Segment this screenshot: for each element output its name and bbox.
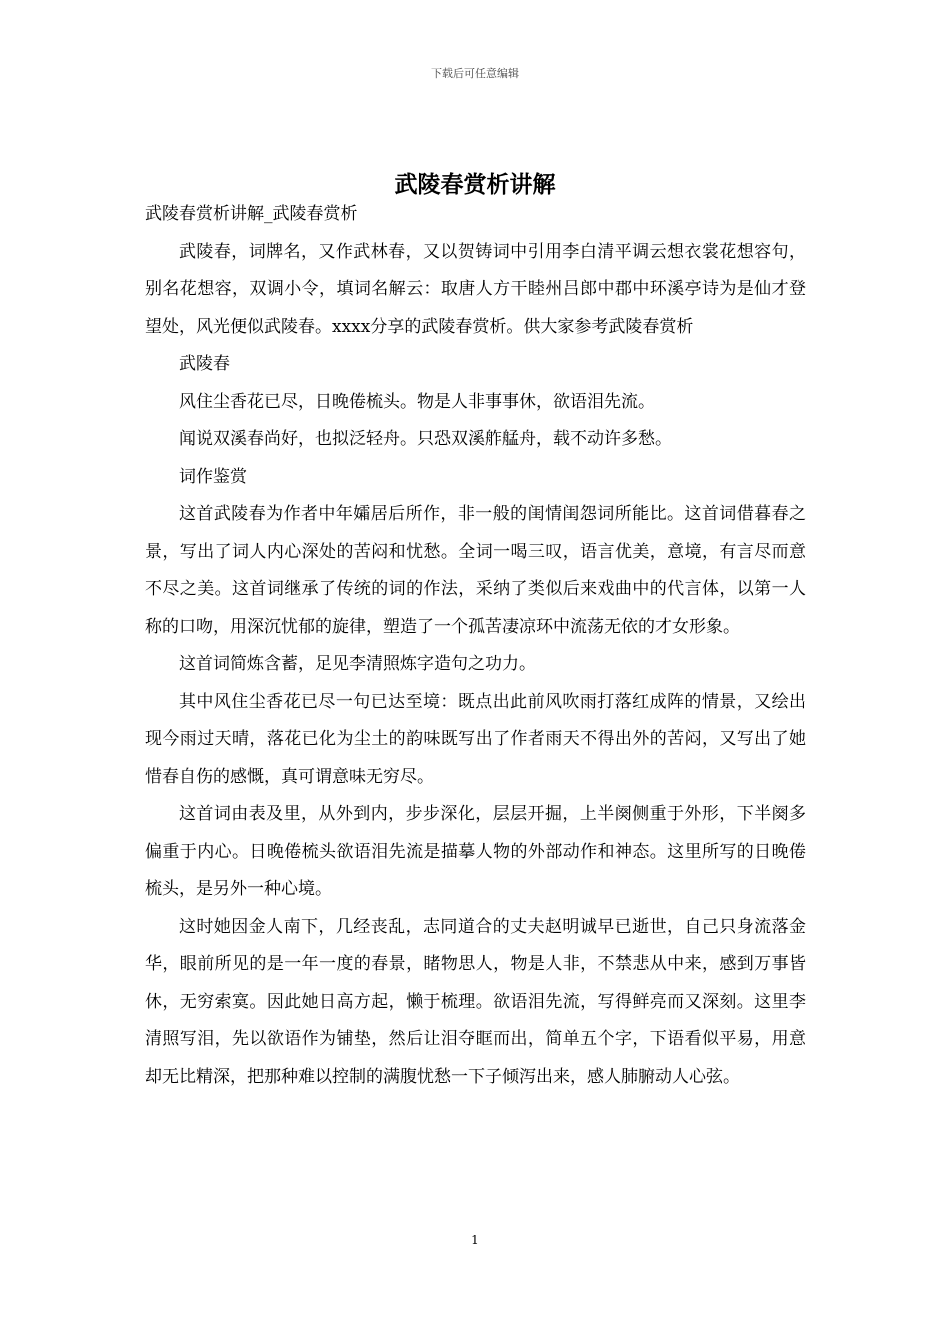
page-number: 1 bbox=[471, 1233, 479, 1247]
intro-paragraph: 武陵春，词牌名，又作武林春，又以贺铸词中引用李白清平调云想衣裳花想容句，别名花想容，双调小令，填词名解云：取唐人方干睦州吕郎中郡中环溪亭诗为是仙才登望处，风光便似武陵春。xxxx分享的武陵春赏析。供大家参考武陵春赏析 bbox=[145, 241, 806, 337]
body-paragraph: 这时她因金人南下，几经丧乱，志同道合的丈夫赵明诚早已逝世，自己只身流落金华，眼前所见的是一年一度的春景，睹物思人，物是人非，不禁悲从中来，感到万事皆休，无穷索寞。因此她日高方起，懒于梳理。欲语泪先流，写得鲜亮而又深刻。这里李清照写泪，先以欲语作为铺垫，然后让泪夺眶而出，简单五个字，下语看似平易，用意却无比精深，把那种难以控制的满腹忧愁一下子倾泻出来，感人肺腑动人心弦。 bbox=[145, 916, 806, 1087]
body-paragraph: 这首武陵春为作者中年孀居后所作，非一般的闺情闺怨词所能比。这首词借暮春之景，写出了词人内心深处的苦闷和忧愁。全词一喝三叹，语言优美，意境，有言尽而意不尽之美。这首词继承了传统的词的作法，采纳了类似后来戏曲中的代言体，以第一人称的口吻，用深沉忧郁的旋律，塑造了一个孤苦凄凉环中流荡无依的才女形象。 bbox=[145, 504, 806, 637]
body-paragraph: 其中风住尘香花已尽一句已达至境：既点出此前风吹雨打落红成阵的情景，又绘出现今雨过天晴，落花已化为尘土的韵味既写出了作者雨天不得出外的苦闷，又写出了她惜春自伤的感慨，真可谓意味无穷尽。 bbox=[145, 691, 806, 787]
document-title: 武陵春赏析讲解 bbox=[394, 171, 556, 199]
subtitle-line: 武陵春赏析讲解_武陵春赏析 bbox=[145, 204, 358, 224]
header-note: 下载后可任意编辑 bbox=[431, 67, 519, 80]
section-heading: 词作鉴赏 bbox=[179, 466, 247, 487]
poem-line-2: 闻说双溪春尚好，也拟泛轻舟。只恐双溪舴艋舟，载不动许多愁。 bbox=[179, 429, 672, 449]
body-paragraph: 这首词简炼含蓄，足见李清照炼字造句之功力。 bbox=[179, 654, 536, 674]
document-body bbox=[145, 196, 806, 1096]
poem-title: 武陵春 bbox=[179, 354, 230, 374]
poem-line-1: 风住尘香花已尽，日晚倦梳头。物是人非事事休，欲语泪先流。 bbox=[179, 391, 655, 412]
body-paragraph: 这首词由表及里，从外到内，步步深化，层层开掘，上半阕侧重于外形，下半阕多偏重于内心。日晚倦梳头欲语泪先流是描摹人物的外部动作和神态。这里所写的日晚倦梳头，是另外一种心境。 bbox=[145, 804, 806, 899]
